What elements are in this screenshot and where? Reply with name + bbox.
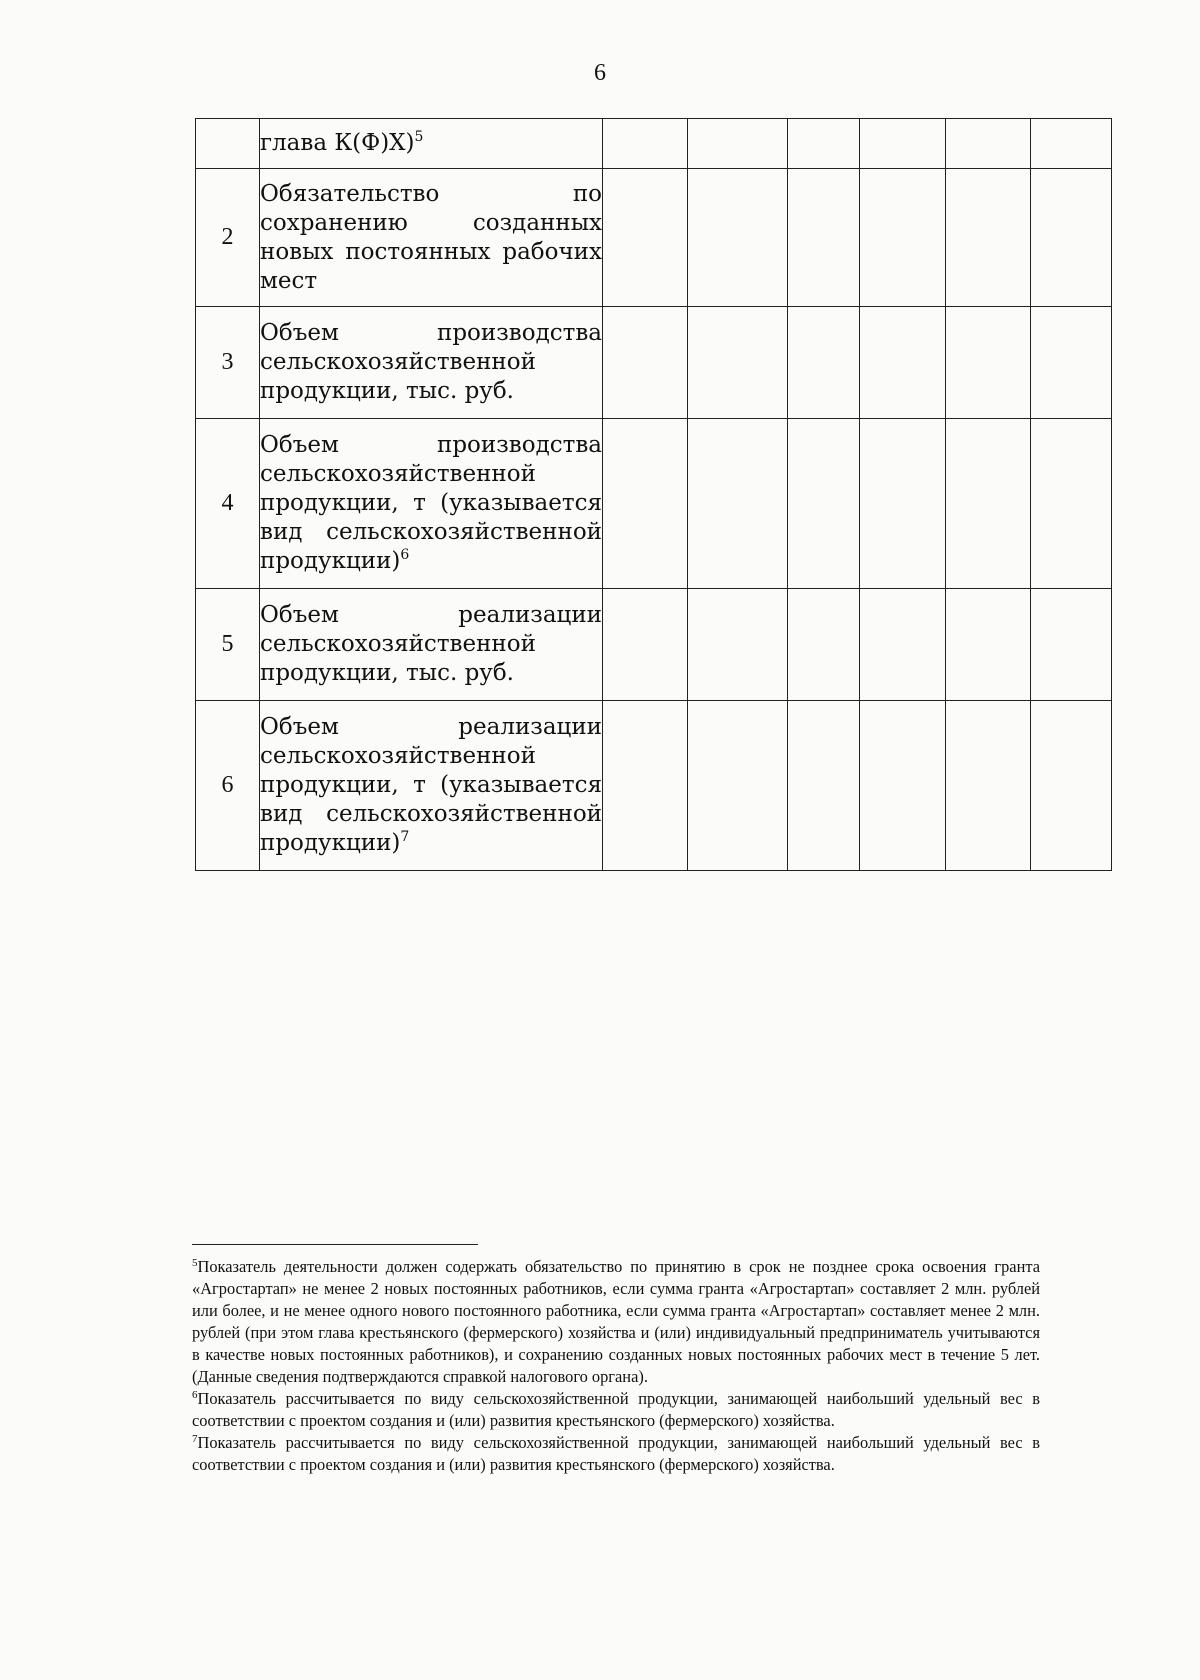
value-cell <box>688 589 788 701</box>
indicators-table <box>195 118 1112 871</box>
indicator-text: Объем производства сельскохозяйственной продукции, тыс. руб. <box>260 320 602 404</box>
indicator-text: Объем производства сельскохозяйственной продукции, т (указывается вид сельскохозяйственной продукции) <box>260 432 602 574</box>
value-cell <box>1031 589 1112 701</box>
footnote <box>192 1256 1040 1388</box>
table-row <box>196 119 1112 169</box>
value-cell <box>860 169 946 307</box>
value-cell <box>860 119 946 169</box>
footnote-text: Показатель рассчитывается по виду сельскохозяйственной продукции, занимающей наибольший удельный вес в соответствии с проектом создания и (или) развития крестьянского (фермерского) хозяйства. <box>192 1433 1040 1474</box>
value-cell <box>603 589 688 701</box>
value-cell <box>603 701 688 871</box>
value-cell <box>860 419 946 589</box>
value-cell <box>688 169 788 307</box>
footnote-mark: 7 <box>192 1433 198 1445</box>
value-cell <box>1031 119 1112 169</box>
footnote-ref: 5 <box>414 129 424 145</box>
value-cell <box>1031 169 1112 307</box>
value-cell <box>788 119 860 169</box>
value-cell <box>688 419 788 589</box>
value-cell <box>688 119 788 169</box>
value-cell <box>946 119 1031 169</box>
value-cell <box>1031 701 1112 871</box>
footnote-text: Показатель рассчитывается по виду сельскохозяйственной продукции, занимающей наибольший удельный вес в соответствии с проектом создания и (или) развития крестьянского (фермерского) хозяйства. <box>192 1389 1040 1430</box>
value-cell <box>788 307 860 419</box>
value-cell <box>860 307 946 419</box>
table-row <box>196 701 1112 871</box>
value-cell <box>860 589 946 701</box>
footnote-separator <box>192 1244 478 1245</box>
value-cell <box>603 119 688 169</box>
row-number: 5 <box>196 589 260 701</box>
table-row <box>196 589 1112 701</box>
value-cell <box>1031 307 1112 419</box>
footnote-text: Показатель деятельности должен содержать обязательство по принятию в срок не позднее срока освоения гранта «Агростартап» не менее 2 новых постоянных работников, если сумма гранта «Агростартап» составляет 2 млн. рублей или более, и не менее одного нового постоянного работника, если сумма гранта «Агростартап» составляет менее 2 млн. рублей (при этом глава крестьянского (фермерского) хозяйства и (или) индивидуальный предприниматель учитываются в качестве новых постоянных работников), и сохранению созданных новых постоянных рабочих мест в течение 5 лет. (Данные сведения подтверждаются справкой налогового органа). <box>192 1257 1040 1386</box>
table-row <box>196 419 1112 589</box>
value-cell <box>603 307 688 419</box>
indicator-text: Объем реализации сельскохозяйственной продукции, тыс. руб. <box>260 602 602 686</box>
indicator-label <box>260 419 603 589</box>
indicator-text: Объем реализации сельскохозяйственной продукции, т (указывается вид сельскохозяйственной продукции) <box>260 714 602 856</box>
value-cell <box>946 169 1031 307</box>
row-number <box>196 119 260 169</box>
value-cell <box>946 589 1031 701</box>
footnote-ref: 7 <box>400 829 410 845</box>
row-number: 3 <box>196 307 260 419</box>
footnote <box>192 1388 1040 1432</box>
indicator-label <box>260 701 603 871</box>
page-number: 6 <box>594 60 606 86</box>
value-cell <box>860 701 946 871</box>
value-cell <box>946 419 1031 589</box>
value-cell <box>946 701 1031 871</box>
value-cell <box>688 307 788 419</box>
value-cell <box>788 701 860 871</box>
row-number: 6 <box>196 701 260 871</box>
indicator-text: Обязательство по сохранению созданных новых постоянных рабочих мест <box>260 180 602 294</box>
row-number: 2 <box>196 169 260 307</box>
indicator-text: глава К(Ф)Х) <box>260 130 415 156</box>
footnote-ref: 6 <box>400 547 410 563</box>
value-cell <box>603 169 688 307</box>
table-row <box>196 307 1112 419</box>
value-cell <box>946 307 1031 419</box>
indicator-label <box>260 169 603 307</box>
value-cell <box>788 419 860 589</box>
value-cell <box>1031 419 1112 589</box>
value-cell <box>688 701 788 871</box>
indicator-label <box>260 119 603 169</box>
value-cell <box>788 169 860 307</box>
indicator-label <box>260 307 603 419</box>
row-number: 4 <box>196 419 260 589</box>
value-cell <box>603 419 688 589</box>
footnote <box>192 1432 1040 1476</box>
table-row <box>196 169 1112 307</box>
footnote-mark: 6 <box>192 1389 198 1401</box>
indicator-label <box>260 589 603 701</box>
footnote-mark: 5 <box>192 1257 198 1269</box>
footnotes <box>192 1256 1040 1476</box>
value-cell <box>788 589 860 701</box>
